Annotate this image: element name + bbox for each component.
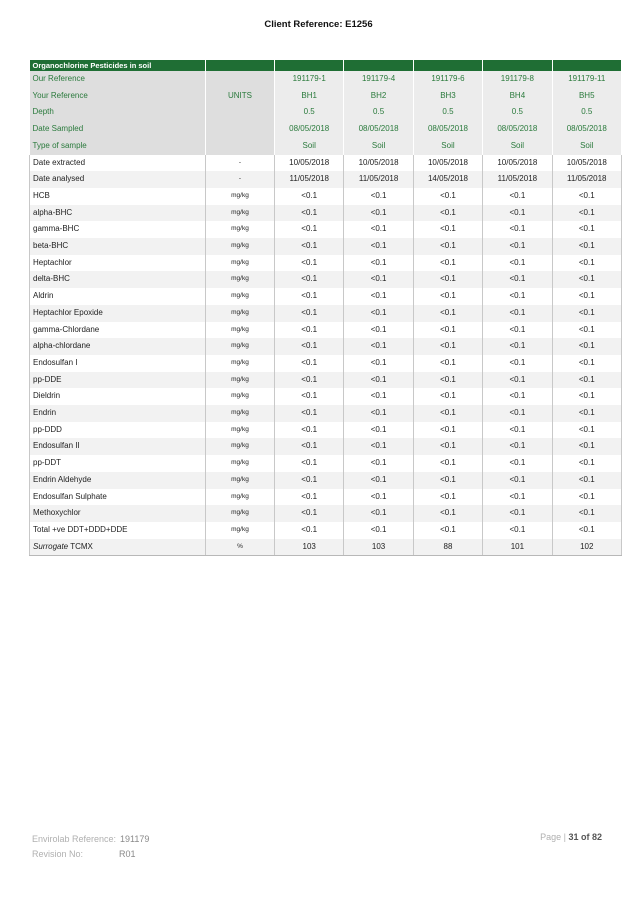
analyte-name: Endosulfan II (30, 438, 206, 455)
table-row (30, 171, 622, 188)
analyte-value: <0.1 (483, 505, 552, 522)
surrogate-name (30, 539, 206, 556)
analyte-value: <0.1 (413, 522, 482, 539)
analyte-value: <0.1 (275, 355, 344, 372)
analyte-value: <0.1 (275, 205, 344, 222)
page-total: 82 (591, 832, 602, 842)
analyte-value: <0.1 (413, 255, 482, 272)
table-row (30, 405, 622, 422)
header-value: Soil (552, 138, 621, 155)
header-label: Your Reference (30, 88, 206, 105)
analyte-name: Date extracted (30, 155, 206, 172)
analyte-name: alpha-chlordane (30, 338, 206, 355)
analyte-value: <0.1 (275, 305, 344, 322)
analyte-name: Endrin Aldehyde (30, 472, 206, 489)
analyte-value: <0.1 (413, 221, 482, 238)
header-unit (206, 138, 275, 155)
analyte-name: gamma-Chlordane (30, 322, 206, 339)
analyte-unit: - (206, 171, 275, 188)
analyte-name: Dieldrin (30, 388, 206, 405)
analyte-name: Endrin (30, 405, 206, 422)
header-unit (206, 121, 275, 138)
analyte-value: <0.1 (552, 322, 621, 339)
analyte-value: <0.1 (275, 322, 344, 339)
analyte-value: <0.1 (483, 205, 552, 222)
analyte-value: 10/05/2018 (275, 155, 344, 172)
analyte-value: <0.1 (483, 255, 552, 272)
surrogate-value: 88 (413, 539, 482, 556)
analyte-value: <0.1 (344, 388, 413, 405)
analyte-unit: - (206, 155, 275, 172)
header-value: 08/05/2018 (483, 121, 552, 138)
analyte-value: <0.1 (483, 271, 552, 288)
analyte-value: <0.1 (344, 355, 413, 372)
header-label: Date Sampled (30, 121, 206, 138)
header-row (30, 121, 622, 138)
analyte-name: pp-DDD (30, 422, 206, 439)
analyte-value: <0.1 (483, 188, 552, 205)
analyte-value: 10/05/2018 (344, 155, 413, 172)
analyte-unit: mg/kg (206, 255, 275, 272)
analyte-value: <0.1 (483, 322, 552, 339)
analyte-unit: mg/kg (206, 422, 275, 439)
header-unit: UNITS (206, 88, 275, 105)
surrogate-value: 103 (275, 539, 344, 556)
analyte-value: <0.1 (413, 322, 482, 339)
analyte-value: <0.1 (552, 372, 621, 389)
analyte-unit: mg/kg (206, 505, 275, 522)
analyte-value: <0.1 (344, 221, 413, 238)
table-row (30, 221, 622, 238)
analyte-value: <0.1 (552, 255, 621, 272)
revision-label: Revision No: (32, 849, 84, 859)
analyte-value: <0.1 (483, 472, 552, 489)
page-indicator (540, 832, 602, 842)
header-row (30, 71, 622, 88)
header-value: 0.5 (483, 104, 552, 121)
analyte-name: Endosulfan Sulphate (30, 489, 206, 506)
analyte-value: <0.1 (344, 205, 413, 222)
table-row (30, 205, 622, 222)
analyte-value: <0.1 (483, 238, 552, 255)
analyte-unit: mg/kg (206, 205, 275, 222)
analyte-value: <0.1 (552, 489, 621, 506)
analyte-unit: mg/kg (206, 338, 275, 355)
header-value: 191179-6 (413, 71, 482, 88)
analyte-value: <0.1 (275, 255, 344, 272)
analyte-value: <0.1 (275, 505, 344, 522)
analyte-value: 14/05/2018 (413, 171, 482, 188)
header-value: 08/05/2018 (344, 121, 413, 138)
analyte-value: <0.1 (275, 288, 344, 305)
analyte-value: <0.1 (483, 305, 552, 322)
header-unit (206, 71, 275, 88)
analyte-unit: mg/kg (206, 238, 275, 255)
analyte-value: <0.1 (413, 205, 482, 222)
table-row (30, 188, 622, 205)
revision-value: R01 (119, 849, 136, 859)
analyte-unit: mg/kg (206, 372, 275, 389)
surrogate-label: TCMX (68, 541, 93, 551)
header-label: Type of sample (30, 138, 206, 155)
analyte-value: <0.1 (483, 405, 552, 422)
analyte-unit: mg/kg (206, 288, 275, 305)
analyte-value: <0.1 (344, 271, 413, 288)
analyte-value: <0.1 (344, 288, 413, 305)
analyte-value: <0.1 (275, 271, 344, 288)
analyte-name: alpha-BHC (30, 205, 206, 222)
analyte-value: <0.1 (413, 438, 482, 455)
analyte-value: <0.1 (552, 455, 621, 472)
analyte-unit: mg/kg (206, 405, 275, 422)
analyte-value: <0.1 (552, 522, 621, 539)
analyte-value: <0.1 (552, 438, 621, 455)
header-value: 0.5 (344, 104, 413, 121)
analyte-value: <0.1 (344, 238, 413, 255)
table-row (30, 489, 622, 506)
analyte-name: Aldrin (30, 288, 206, 305)
analyte-unit: mg/kg (206, 472, 275, 489)
analyte-value: <0.1 (552, 238, 621, 255)
analyte-value: <0.1 (552, 221, 621, 238)
footer-reference (32, 832, 149, 862)
surrogate-unit: % (206, 539, 275, 556)
table-row (30, 438, 622, 455)
analyte-unit: mg/kg (206, 522, 275, 539)
table-row (30, 522, 622, 539)
analyte-value: <0.1 (413, 422, 482, 439)
surrogate-value: 102 (552, 539, 621, 556)
analyte-value: 11/05/2018 (552, 171, 621, 188)
analyte-value: <0.1 (413, 271, 482, 288)
table-row (30, 388, 622, 405)
reference-value: 191179 (120, 834, 150, 844)
analyte-unit: mg/kg (206, 455, 275, 472)
surrogate-prefix: Surrogate (33, 541, 69, 551)
analyte-value: 10/05/2018 (552, 155, 621, 172)
analyte-value: <0.1 (275, 238, 344, 255)
analyte-value: <0.1 (275, 388, 344, 405)
analyte-unit: mg/kg (206, 305, 275, 322)
header-label: Depth (30, 104, 206, 121)
header-value: BH1 (275, 88, 344, 105)
analyte-value: <0.1 (344, 522, 413, 539)
results-table-container (29, 60, 621, 556)
page-number: 31 (568, 832, 579, 842)
analyte-value: <0.1 (344, 472, 413, 489)
analyte-name: Methoxychlor (30, 505, 206, 522)
table-row (30, 455, 622, 472)
analyte-unit: mg/kg (206, 188, 275, 205)
header-row (30, 88, 622, 105)
analyte-value: <0.1 (552, 205, 621, 222)
reference-label: Envirolab Reference: (32, 834, 117, 844)
analyte-value: <0.1 (483, 422, 552, 439)
analyte-value: <0.1 (483, 522, 552, 539)
analyte-value: <0.1 (413, 489, 482, 506)
analyte-unit: mg/kg (206, 221, 275, 238)
header-value: Soil (413, 138, 482, 155)
analyte-value: <0.1 (413, 305, 482, 322)
section-header-row (30, 60, 622, 71)
header-value: 08/05/2018 (275, 121, 344, 138)
analyte-value: 11/05/2018 (483, 171, 552, 188)
analyte-unit: mg/kg (206, 438, 275, 455)
table-row (30, 155, 622, 172)
analyte-value: <0.1 (483, 221, 552, 238)
table-row (30, 322, 622, 339)
analyte-value: <0.1 (483, 489, 552, 506)
analyte-unit: mg/kg (206, 489, 275, 506)
analyte-value: <0.1 (275, 188, 344, 205)
header-value: BH4 (483, 88, 552, 105)
analyte-name: HCB (30, 188, 206, 205)
analyte-value: <0.1 (344, 372, 413, 389)
analyte-value: <0.1 (483, 438, 552, 455)
analyte-value: <0.1 (344, 338, 413, 355)
analyte-name: Date analysed (30, 171, 206, 188)
analyte-value: <0.1 (275, 221, 344, 238)
analyte-value: 10/05/2018 (413, 155, 482, 172)
analyte-value: <0.1 (552, 422, 621, 439)
analyte-value: <0.1 (552, 472, 621, 489)
analyte-unit: mg/kg (206, 322, 275, 339)
analyte-value: <0.1 (344, 405, 413, 422)
analyte-name: pp-DDT (30, 455, 206, 472)
header-value: 08/05/2018 (552, 121, 621, 138)
analyte-value: <0.1 (552, 505, 621, 522)
analyte-name: gamma-BHC (30, 221, 206, 238)
table-row (30, 271, 622, 288)
analyte-value: <0.1 (413, 472, 482, 489)
analyte-value: <0.1 (552, 405, 621, 422)
analyte-unit: mg/kg (206, 355, 275, 372)
analyte-value: 10/05/2018 (483, 155, 552, 172)
table-row (30, 288, 622, 305)
results-table-body (30, 60, 622, 556)
analyte-value: 11/05/2018 (275, 171, 344, 188)
analyte-name: Endosulfan I (30, 355, 206, 372)
analyte-value: <0.1 (413, 355, 482, 372)
analyte-value: <0.1 (275, 372, 344, 389)
analyte-name: Total +ve DDT+DDD+DDE (30, 522, 206, 539)
results-table (29, 60, 622, 556)
analyte-name: pp-DDE (30, 372, 206, 389)
surrogate-value: 101 (483, 539, 552, 556)
table-row (30, 372, 622, 389)
table-row (30, 255, 622, 272)
analyte-value: <0.1 (413, 238, 482, 255)
table-row (30, 422, 622, 439)
header-value: 191179-4 (344, 71, 413, 88)
analyte-value: <0.1 (483, 355, 552, 372)
page-title: Client Reference: E1256 (264, 19, 373, 30)
analyte-unit: mg/kg (206, 271, 275, 288)
table-row (30, 338, 622, 355)
table-row (30, 472, 622, 489)
analyte-unit: mg/kg (206, 388, 275, 405)
surrogate-value: 103 (344, 539, 413, 556)
analyte-value: <0.1 (413, 338, 482, 355)
analyte-value: <0.1 (275, 338, 344, 355)
analyte-value: <0.1 (344, 422, 413, 439)
analyte-value: <0.1 (344, 255, 413, 272)
header-value: BH3 (413, 88, 482, 105)
surrogate-row (30, 539, 622, 556)
analyte-value: <0.1 (552, 288, 621, 305)
analyte-value: <0.1 (344, 505, 413, 522)
analyte-name: Heptachlor Epoxide (30, 305, 206, 322)
analyte-value: <0.1 (552, 355, 621, 372)
analyte-value: <0.1 (483, 388, 552, 405)
analyte-value: <0.1 (552, 305, 621, 322)
header-value: 191179-11 (552, 71, 621, 88)
header-value: Soil (275, 138, 344, 155)
header-value: 191179-8 (483, 71, 552, 88)
table-row (30, 505, 622, 522)
analyte-value: 11/05/2018 (344, 171, 413, 188)
page-of: of (578, 832, 592, 842)
analyte-value: <0.1 (413, 405, 482, 422)
table-row (30, 305, 622, 322)
header-unit (206, 104, 275, 121)
analyte-value: <0.1 (275, 489, 344, 506)
header-value: Soil (483, 138, 552, 155)
page-label: Page | (540, 832, 569, 842)
analyte-value: <0.1 (344, 489, 413, 506)
analyte-value: <0.1 (413, 372, 482, 389)
analyte-value: <0.1 (413, 188, 482, 205)
analyte-value: <0.1 (275, 422, 344, 439)
header-value: 08/05/2018 (413, 121, 482, 138)
header-value: 0.5 (275, 104, 344, 121)
analyte-value: <0.1 (552, 271, 621, 288)
analyte-name: Heptachlor (30, 255, 206, 272)
analyte-value: <0.1 (483, 338, 552, 355)
analyte-value: <0.1 (413, 455, 482, 472)
analyte-value: <0.1 (552, 338, 621, 355)
section-title: Organochlorine Pesticides in soil (30, 60, 206, 71)
analyte-value: <0.1 (275, 522, 344, 539)
analyte-value: <0.1 (344, 188, 413, 205)
header-row (30, 138, 622, 155)
header-value: 0.5 (552, 104, 621, 121)
analyte-value: <0.1 (483, 288, 552, 305)
analyte-value: <0.1 (483, 455, 552, 472)
header-value: BH2 (344, 88, 413, 105)
analyte-value: <0.1 (344, 438, 413, 455)
header-value: Soil (344, 138, 413, 155)
analyte-value: <0.1 (413, 505, 482, 522)
header-value: 0.5 (413, 104, 482, 121)
header-value: BH5 (552, 88, 621, 105)
analyte-value: <0.1 (552, 388, 621, 405)
analyte-value: <0.1 (275, 438, 344, 455)
analyte-value: <0.1 (552, 188, 621, 205)
header-row (30, 104, 622, 121)
analyte-name: delta-BHC (30, 271, 206, 288)
header-value: 191179-1 (275, 71, 344, 88)
analyte-value: <0.1 (483, 372, 552, 389)
analyte-value: <0.1 (344, 455, 413, 472)
table-row (30, 355, 622, 372)
analyte-value: <0.1 (275, 405, 344, 422)
analyte-value: <0.1 (275, 472, 344, 489)
header-label: Our Reference (30, 71, 206, 88)
analyte-value: <0.1 (344, 305, 413, 322)
analyte-value: <0.1 (413, 288, 482, 305)
analyte-value: <0.1 (344, 322, 413, 339)
table-row (30, 238, 622, 255)
analyte-name: beta-BHC (30, 238, 206, 255)
analyte-value: <0.1 (275, 455, 344, 472)
analyte-value: <0.1 (413, 388, 482, 405)
